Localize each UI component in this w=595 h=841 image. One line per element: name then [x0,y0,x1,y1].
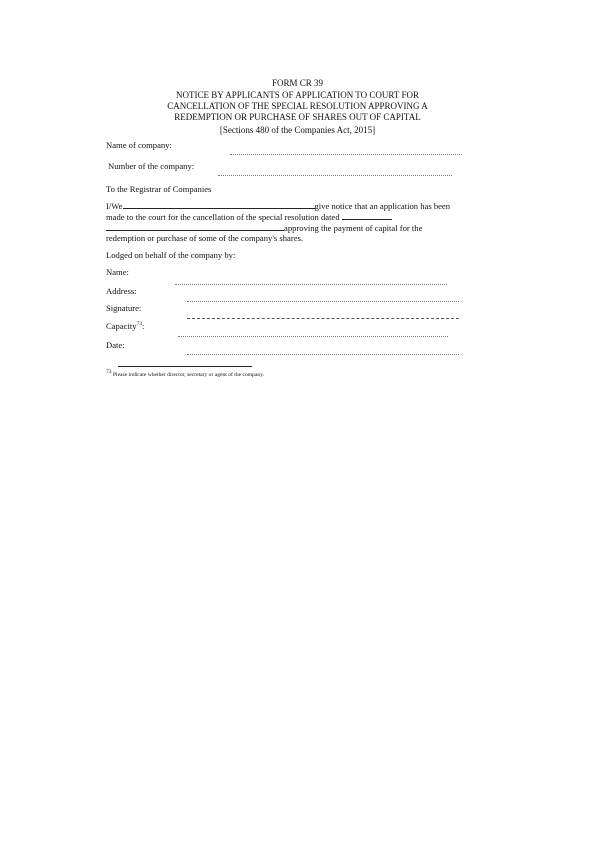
lodger-name-label: Name: [106,267,129,277]
resolution-date-field[interactable] [342,211,392,220]
redemption-text: redemption or purchase of some of the company's shares. [106,233,303,243]
approving-date-field[interactable] [106,222,284,231]
lodger-address-field[interactable] [187,301,459,302]
lodger-name-field[interactable] [175,284,447,285]
iwe-label: I/We [106,201,123,211]
capacity-colon: : [142,321,145,331]
date-field[interactable] [187,354,459,355]
capacity-field[interactable] [178,336,448,337]
company-name-label: Name of company: [106,140,172,150]
footnote [106,369,265,379]
company-number-field[interactable] [218,175,452,176]
approving-text: approving the payment of capital for the [284,223,423,233]
give-notice-text: give notice that an application has been [314,201,451,211]
applicant-names-field[interactable] [123,200,315,209]
form-title-line-2: CANCELLATION OF THE SPECIAL RESOLUTION APPROVING A [167,101,428,111]
notice-line-3 [106,222,486,233]
lodger-address-label: Address: [106,286,137,296]
form-title-line-3: REDEMPTION OR PURCHASE OF SHARES OUT OF CAPITAL [174,112,421,122]
registrar-addressee: To the Registrar of Companies [106,184,212,194]
lodged-heading: Lodged on behalf of the company by: [106,250,236,260]
form-title-line-1: NOTICE BY APPLICANTS OF APPLICATION TO COURT FOR [176,90,419,100]
capacity-label [106,321,144,331]
signature-field[interactable] [187,318,459,319]
signature-label: Signature: [106,303,142,313]
company-number-label: Number of the company: [108,161,195,171]
company-name-field[interactable] [230,154,462,155]
footnote-separator [118,366,252,367]
footnote-text: Please indicate whether director, secretary or agent of the company. [112,372,265,378]
form-number: FORM CR 39 [271,78,324,88]
resolution-dated-text: made to the court for the cancellation of the special resolution dated [106,212,340,222]
statutory-reference: [Sections 480 of the Companies Act, 2015] [219,125,376,135]
notice-line-1 [106,200,486,211]
notice-line-4 [106,233,486,243]
date-label: Date: [106,340,125,350]
notice-line-2 [106,211,486,222]
capacity-footnote-ref: 73 [136,321,143,328]
capacity-text: Capacity [106,321,137,331]
footnote-ref: 73 [106,369,112,376]
